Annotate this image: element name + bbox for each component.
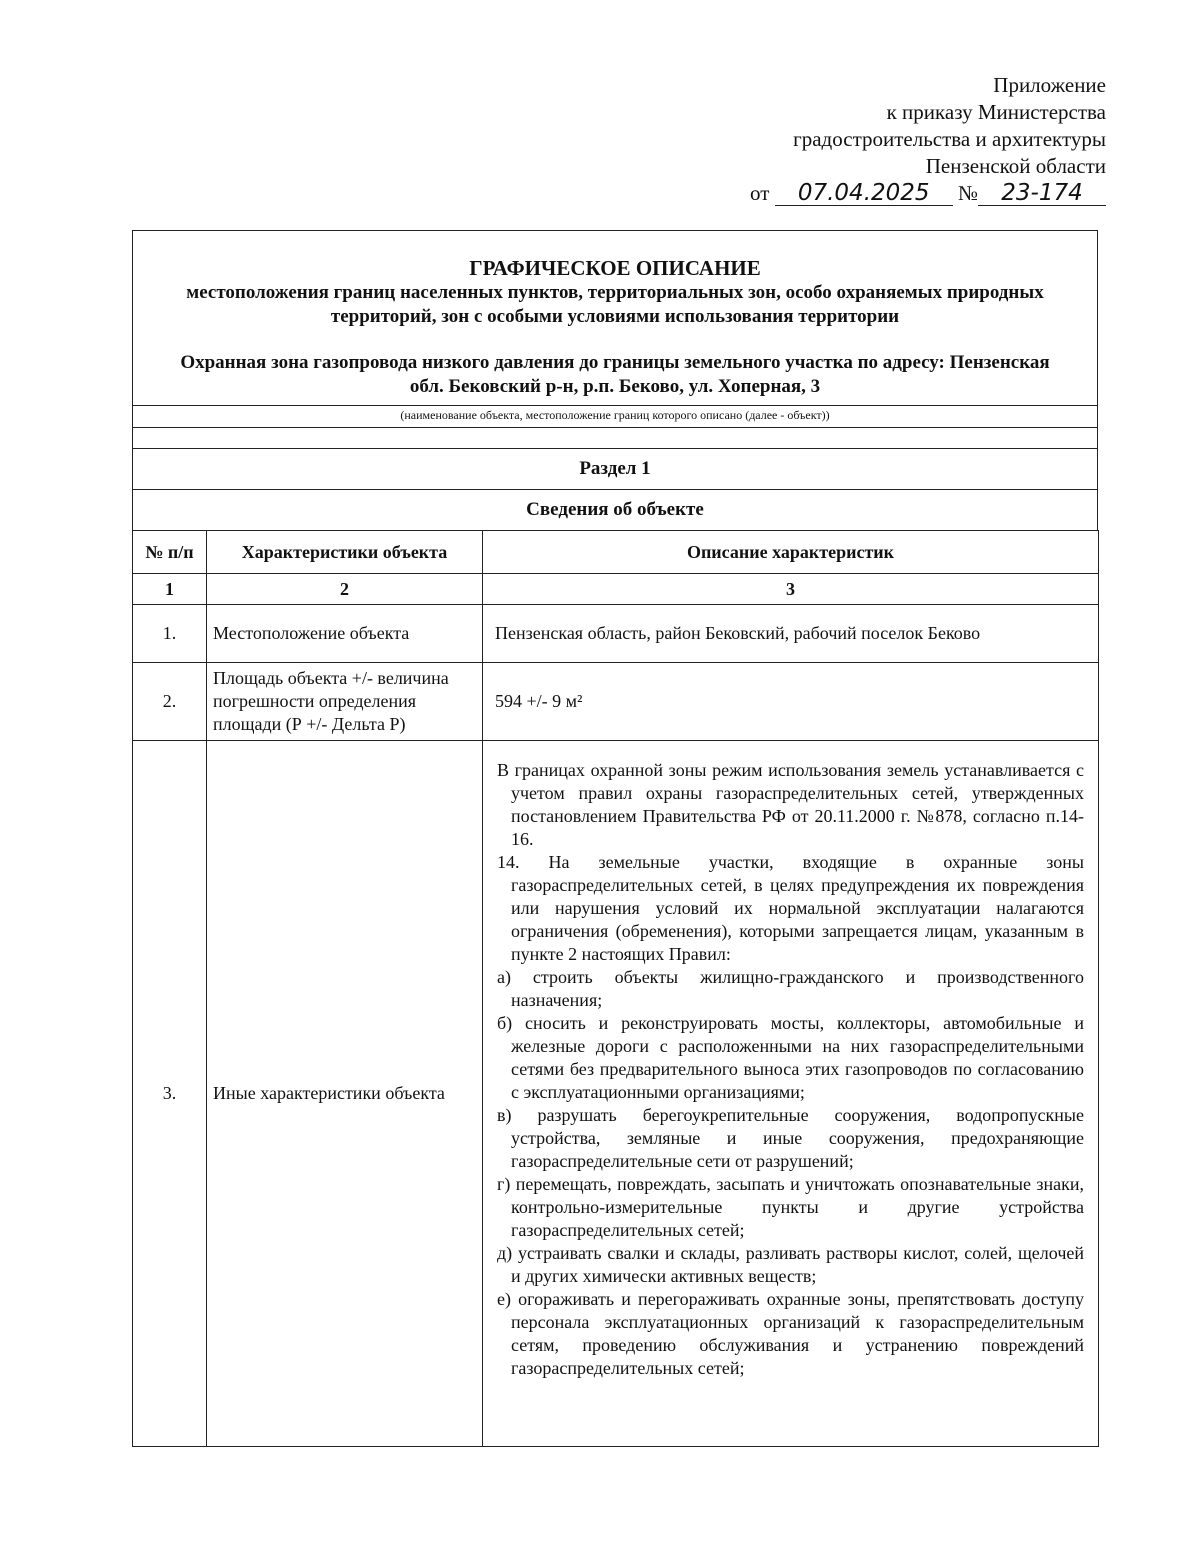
column-number: 3	[483, 574, 1099, 605]
order-date: 07.04.2025	[775, 181, 953, 206]
object-name: Охранная зона газопровода низкого давления до границы земельного участка по адресу: Пензенская обл. Бековский р-н, р.п. Беково, ул. Хоперная, 3	[180, 352, 1050, 397]
row-number: 3.	[133, 741, 207, 1447]
approval-line-1: Приложение	[993, 73, 1106, 97]
header-characteristic: Характеристики объекта	[207, 531, 483, 574]
section-title: Раздел 1	[132, 448, 1098, 489]
table-row	[133, 741, 1099, 1447]
number-prefix: №	[957, 181, 978, 205]
row-description-long	[483, 741, 1099, 1447]
description-paragraph: б) сносить и реконструировать мосты, коллекторы, автомобильные и железные дороги с расположенными на них газораспределительными сетями без предварительного выноса этих газопроводов по согласованию с эксплуатационными организациями;	[497, 1013, 1084, 1102]
date-prefix: от	[750, 181, 770, 205]
document-body	[132, 230, 1098, 1447]
description-paragraph: В границах охранной зоны режим использования земель устанавливается с учетом правил охраны газораспределительных сетей, утвержденных постановлением Правительства РФ от 20.11.2000 г. №878, согласно п.14-16.	[497, 760, 1084, 849]
order-number: 23-174	[978, 181, 1106, 206]
description-paragraph: а) строить объекты жилищно-гражданского и производственного назначения;	[497, 967, 1084, 1010]
row-description: 594 +/- 9 м²	[483, 663, 1099, 741]
row-description: Пензенская область, район Бековский, рабочий поселок Беково	[483, 605, 1099, 663]
description-paragraph: д) устраивать свалки и склады, разливать растворы кислот, солей, щелочей и других химически активных веществ;	[497, 1243, 1084, 1286]
row-characteristic: Площадь объекта +/- величина погрешности определения площади (Р +/- Дельта Р)	[207, 663, 483, 741]
header-description: Описание характеристик	[483, 531, 1099, 574]
row-characteristic: Иные характеристики объекта	[207, 741, 483, 1447]
column-number-row	[133, 574, 1099, 605]
approval-line-2: к приказу Министерства	[886, 100, 1106, 124]
table-row	[133, 605, 1099, 663]
description-paragraph: г) перемещать, повреждать, засыпать и уничтожать опознавательные знаки, контрольно-измерительные пункты и другие устройства газораспределительных сетей;	[497, 1174, 1084, 1240]
document-title: ГРАФИЧЕСКОЕ ОПИСАНИЕ	[469, 256, 761, 280]
description-paragraph: в) разрушать берегоукрепительные сооружения, водопропускные устройства, земляные и иные сооружения, предохраняющие газораспределительные сети от разрушений;	[497, 1105, 1084, 1171]
approval-line-4: Пензенской области	[925, 154, 1106, 178]
column-number: 2	[207, 574, 483, 605]
order-date-number	[750, 180, 1106, 207]
row-number: 2.	[133, 663, 207, 741]
header-num: № п/п	[133, 531, 207, 574]
section-subtitle: Сведения об объекте	[132, 489, 1098, 530]
description-paragraph: 14. На земельные участки, входящие в охранные зоны газораспределительных сетей, в целях предупреждения их повреждения или нарушения условий их нормальной эксплуатации налагаются ограничения (обременения), которыми запрещается лицам, указанным в пункте 2 настоящих Правил:	[497, 852, 1084, 964]
description-paragraph: е) огораживать и перегораживать охранные зоны, препятствовать доступу персонала эксплуатационных организаций к газораспределительным сетям, проведению обслуживания и устранению повреждений газораспределительных сетей;	[497, 1289, 1084, 1378]
document-subtitle: местоположения границ населенных пунктов, территориальных зон, особо охраняемых природных территорий, зон с особыми условиями использования территории	[186, 282, 1044, 327]
object-info-table	[132, 530, 1099, 1447]
document-header	[132, 230, 1098, 405]
row-characteristic: Местоположение объекта	[207, 605, 483, 663]
spacer-row	[132, 427, 1098, 448]
row-number: 1.	[133, 605, 207, 663]
table-header-row	[133, 531, 1099, 574]
table-row	[133, 663, 1099, 741]
object-caption: (наименование объекта, местоположение границ которого описано (далее - объект))	[132, 405, 1098, 427]
column-number: 1	[133, 574, 207, 605]
approval-line-3: градостроительства и архитектуры	[793, 127, 1106, 151]
approval-block	[750, 72, 1106, 207]
